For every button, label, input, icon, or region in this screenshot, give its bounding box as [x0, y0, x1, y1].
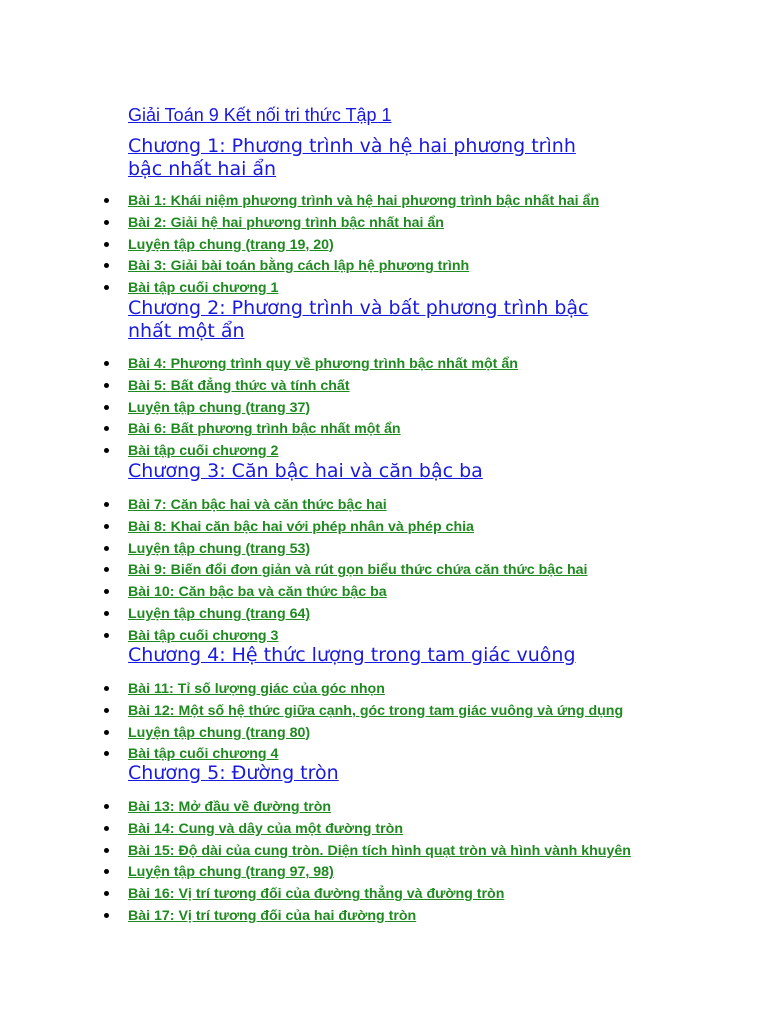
bullet-icon [104, 826, 109, 831]
lesson-link[interactable]: Bài 7: Căn bậc hai và căn thức bậc hai [128, 497, 387, 513]
lesson-link[interactable]: Bài 8: Khai căn bậc hai với phép nhân và phép chia [128, 518, 474, 535]
bullet-icon [104, 913, 109, 918]
chapter-title-line: Chương 1: Phương trình và hệ hai phương trình [128, 135, 576, 157]
lesson-link[interactable]: Luyện tập chung (trang 64) [128, 605, 311, 622]
bullet-icon [104, 611, 109, 616]
bullet-icon [104, 242, 109, 247]
bullet-icon [104, 633, 109, 638]
lesson-link[interactable]: Bài 6: Bất phương trình bậc nhất một ẩn [128, 421, 401, 438]
bullet-icon [104, 686, 109, 691]
lesson-link[interactable]: Luyện tập chung (trang 80) [128, 724, 311, 741]
lesson-link[interactable]: Bài 5: Bất đẳng thức và tính chất [128, 377, 350, 394]
bullet-icon [104, 869, 109, 874]
lesson-link[interactable]: Bài 1: Khái niệm phương trình và hệ hai phương trình bậc nhất hai ẩn [128, 193, 600, 209]
lesson-link[interactable]: Bài tập cuối chương 4 [128, 746, 279, 763]
bullet-icon [104, 220, 109, 225]
lesson-link[interactable]: Luyện tập chung (trang 37) [128, 399, 311, 416]
chapter-title-line: nhất một ẩn [128, 320, 245, 342]
chapter-3-link[interactable] [128, 460, 688, 483]
lesson-link[interactable]: Bài 13: Mở đầu về đường tròn [128, 799, 332, 815]
lesson-link[interactable]: Bài tập cuối chương 1 [128, 280, 279, 297]
bullet-icon [104, 383, 109, 388]
chapter-2-link[interactable] [128, 297, 688, 343]
bullet-icon [104, 589, 109, 594]
chapter-1-link[interactable] [128, 135, 688, 181]
bullet-icon [104, 448, 109, 453]
bullet-icon [104, 405, 109, 410]
lesson-link[interactable]: Bài 14: Cung và dây của một đường tròn [128, 820, 403, 837]
chapter-title-line: Chương 4: Hệ thức lượng trong tam giác vuông [128, 644, 576, 666]
bullet-icon [104, 524, 109, 529]
lesson-link[interactable]: Luyện tập chung (trang 19, 20) [128, 236, 334, 253]
lesson-link[interactable]: Luyện tập chung (trang 53) [128, 540, 311, 557]
chapter-title-line: Chương 2: Phương trình và bất phương trình bậc [128, 297, 589, 319]
lesson-link[interactable]: Bài 11: Tỉ số lượng giác của góc nhọn [128, 681, 385, 697]
lesson-link[interactable]: Bài 2: Giải hệ hai phương trình bậc nhất hai ẩn [128, 214, 444, 231]
lesson-link[interactable]: Bài 9: Biến đổi đơn giản và rút gọn biểu thức chứa căn thức bậc hai [128, 562, 588, 579]
bullet-icon [104, 263, 109, 268]
bullet-icon [104, 848, 109, 853]
bullet-icon [104, 361, 109, 366]
bullet-icon [104, 502, 109, 507]
bullet-icon [104, 708, 109, 713]
chapter-title-line: bậc nhất hai ẩn [128, 158, 277, 180]
document-title-link[interactable]: Giải Toán 9 Kết nối tri thức Tập 1 [128, 105, 392, 125]
bullet-icon [104, 751, 109, 756]
bullet-icon [104, 804, 109, 809]
lesson-link[interactable]: Bài 4: Phương trình quy về phương trình bậc nhất một ẩn [128, 356, 518, 372]
bullet-icon [104, 730, 109, 735]
lesson-link[interactable]: Bài tập cuối chương 2 [128, 443, 279, 460]
lesson-link[interactable]: Bài tập cuối chương 3 [128, 627, 279, 644]
lesson-link[interactable]: Luyện tập chung (trang 97, 98) [128, 864, 334, 881]
lesson-link[interactable]: Bài 15: Độ dài của cung tròn. Diện tích hình quạt tròn và hình vành khuyên [128, 842, 631, 859]
lesson-link[interactable]: Bài 3: Giải bài toán bằng cách lập hệ phương trình [128, 258, 470, 275]
bullet-icon [104, 198, 109, 203]
chapter-4-link[interactable] [128, 644, 688, 667]
chapter-title-line: Chương 3: Căn bậc hai và căn bậc ba [128, 460, 483, 482]
lesson-link[interactable]: Bài 12: Một số hệ thức giữa cạnh, góc trong tam giác vuông và ứng dụng [128, 702, 624, 719]
bullet-icon [104, 546, 109, 551]
chapter-title-line: Chương 5: Đường tròn [128, 762, 339, 784]
lesson-link[interactable]: Bài 16: Vị trí tương đối của đường thẳng và đường tròn [128, 886, 505, 903]
bullet-icon [104, 426, 109, 431]
lesson-link[interactable]: Bài 10: Căn bậc ba và căn thức bậc ba [128, 584, 387, 601]
bullet-icon [104, 285, 109, 290]
lesson-link[interactable]: Bài 17: Vị trí tương đối của hai đường tròn [128, 907, 417, 924]
bullet-icon [104, 567, 109, 572]
bullet-icon [104, 891, 109, 896]
chapter-5-link[interactable] [128, 762, 688, 785]
